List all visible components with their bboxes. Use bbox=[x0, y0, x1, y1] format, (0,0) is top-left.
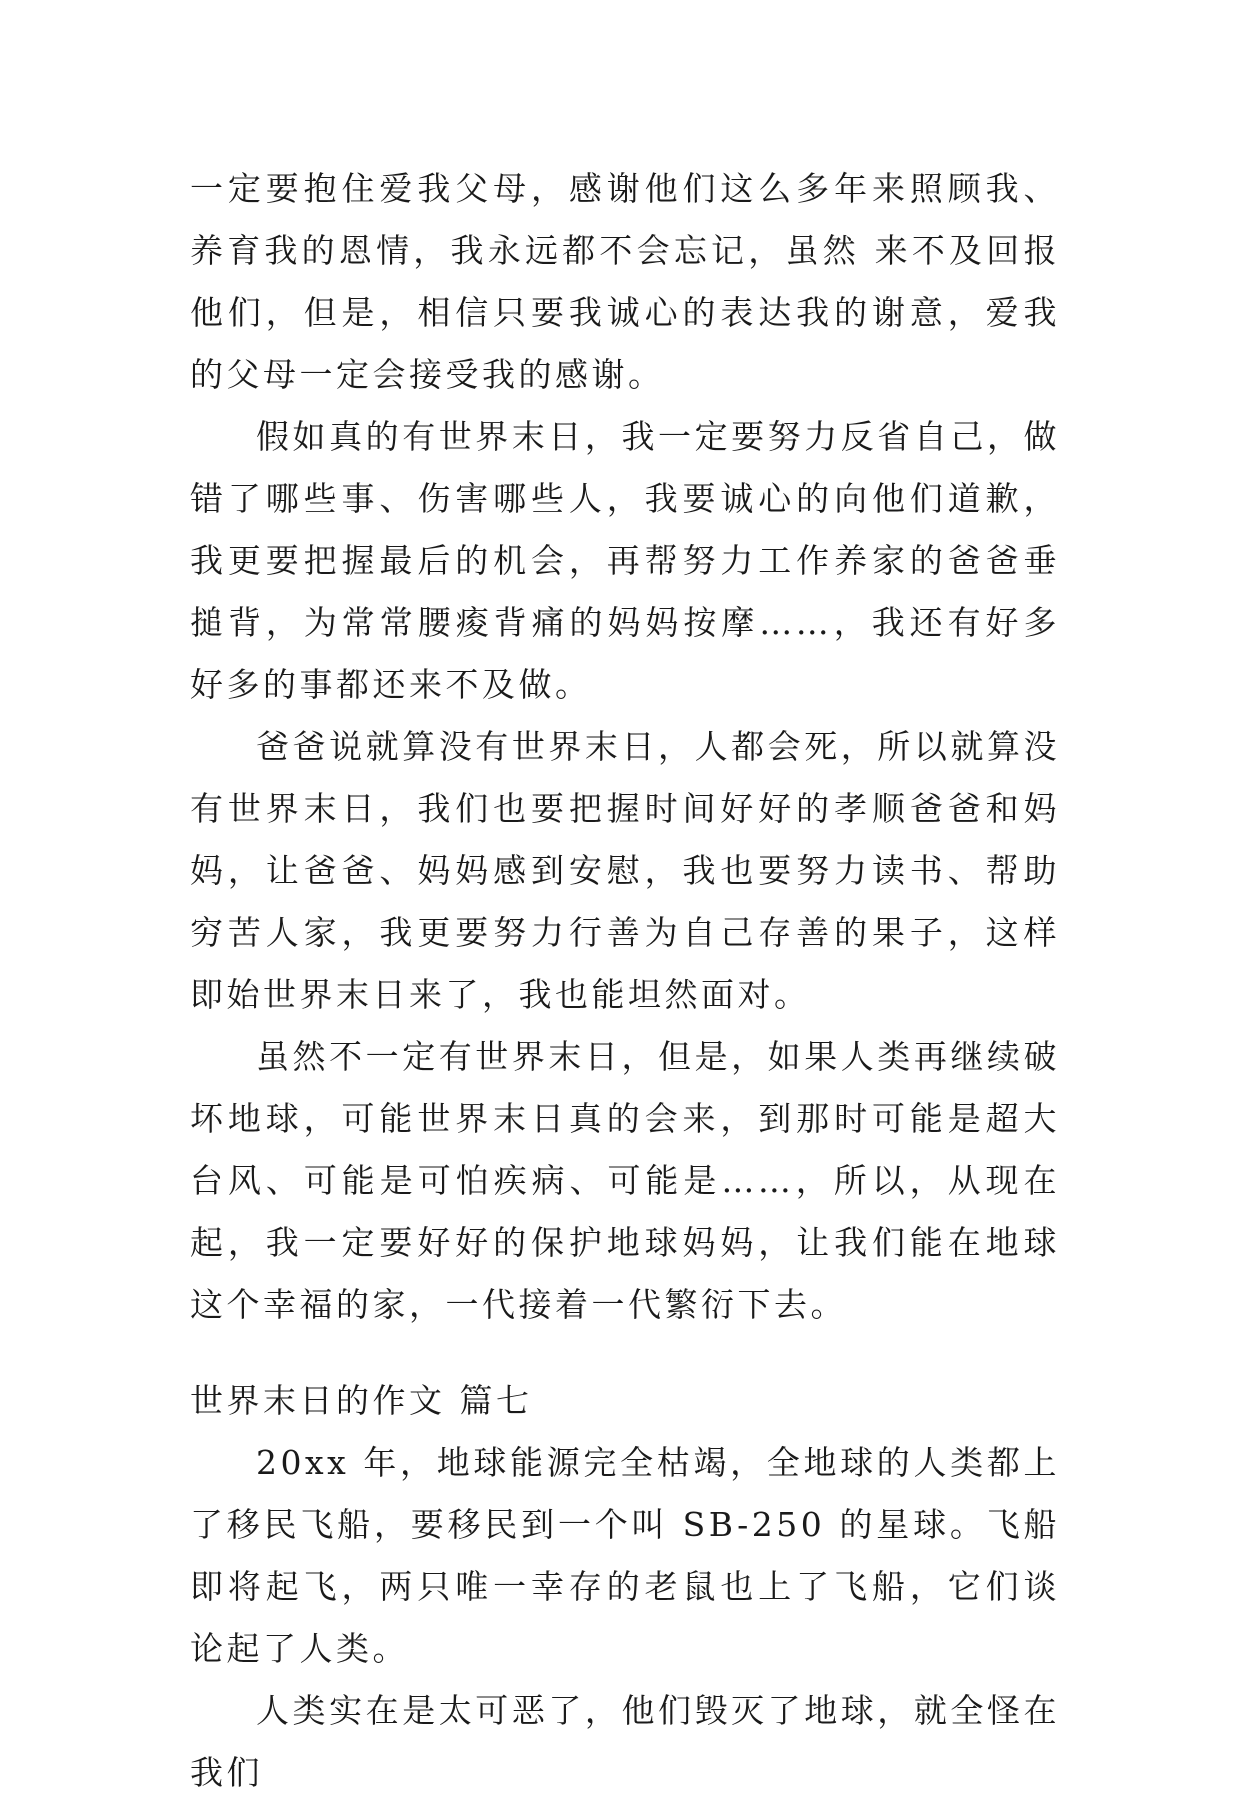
paragraph-father-says: 爸爸说就算没有世界末日，人都会死，所以就算没有世界末日，我们也要把握时间好好的孝顺爸爸和妈妈，让爸爸、妈妈感到安慰，我也要努力读书、帮助穷苦人家，我更要努力行善为自己存善的果子，这样即始世界末日来了，我也能坦然面对。 bbox=[190, 727, 1060, 1014]
paragraph-reflection: 假如真的有世界末日，我一定要努力反省自己，做错了哪些事、伤害哪些人，我要诚心的向他们道歉，我更要把握最后的机会，再帮努力工作养家的爸爸垂搥背，为常常腰痠背痛的妈妈按摩……，我还有好多好多的事都还来不及做。 bbox=[190, 417, 1060, 704]
paragraph-continuation: 一定要抱住爱我父母，感谢他们这么多年来照顾我、养育我的恩情，我永远都不会忘记，虽然 来不及回报他们，但是，相信只要我诚心的表达我的谢意，爱我的父母一定会接受我的感谢。 bbox=[190, 169, 1060, 394]
paragraph-protect-earth: 虽然不一定有世界末日，但是，如果人类再继续破坏地球，可能世界末日真的会来，到那时可能是超大台风、可能是可怕疾病、可能是……，所以，从现在起，我一定要好好的保护地球妈妈，让我们能在地球这个幸福的家，一代接着一代繁衍下去。 bbox=[190, 1037, 1060, 1324]
paragraph-humans: 人类实在是太可恶了，他们毁灭了地球，就全怪在我们 bbox=[190, 1691, 1060, 1792]
document-body bbox=[190, 158, 1060, 1804]
paragraph-migration: 20xx 年，地球能源完全枯竭，全地球的人类都上了移民飞船，要移民到一个叫 SB-250 的星球。飞船即将起飞，两只唯一幸存的老鼠也上了飞船，它们谈论起了人类。 bbox=[190, 1443, 1060, 1668]
section-title: 世界末日的作文 篇七 bbox=[190, 1381, 533, 1420]
